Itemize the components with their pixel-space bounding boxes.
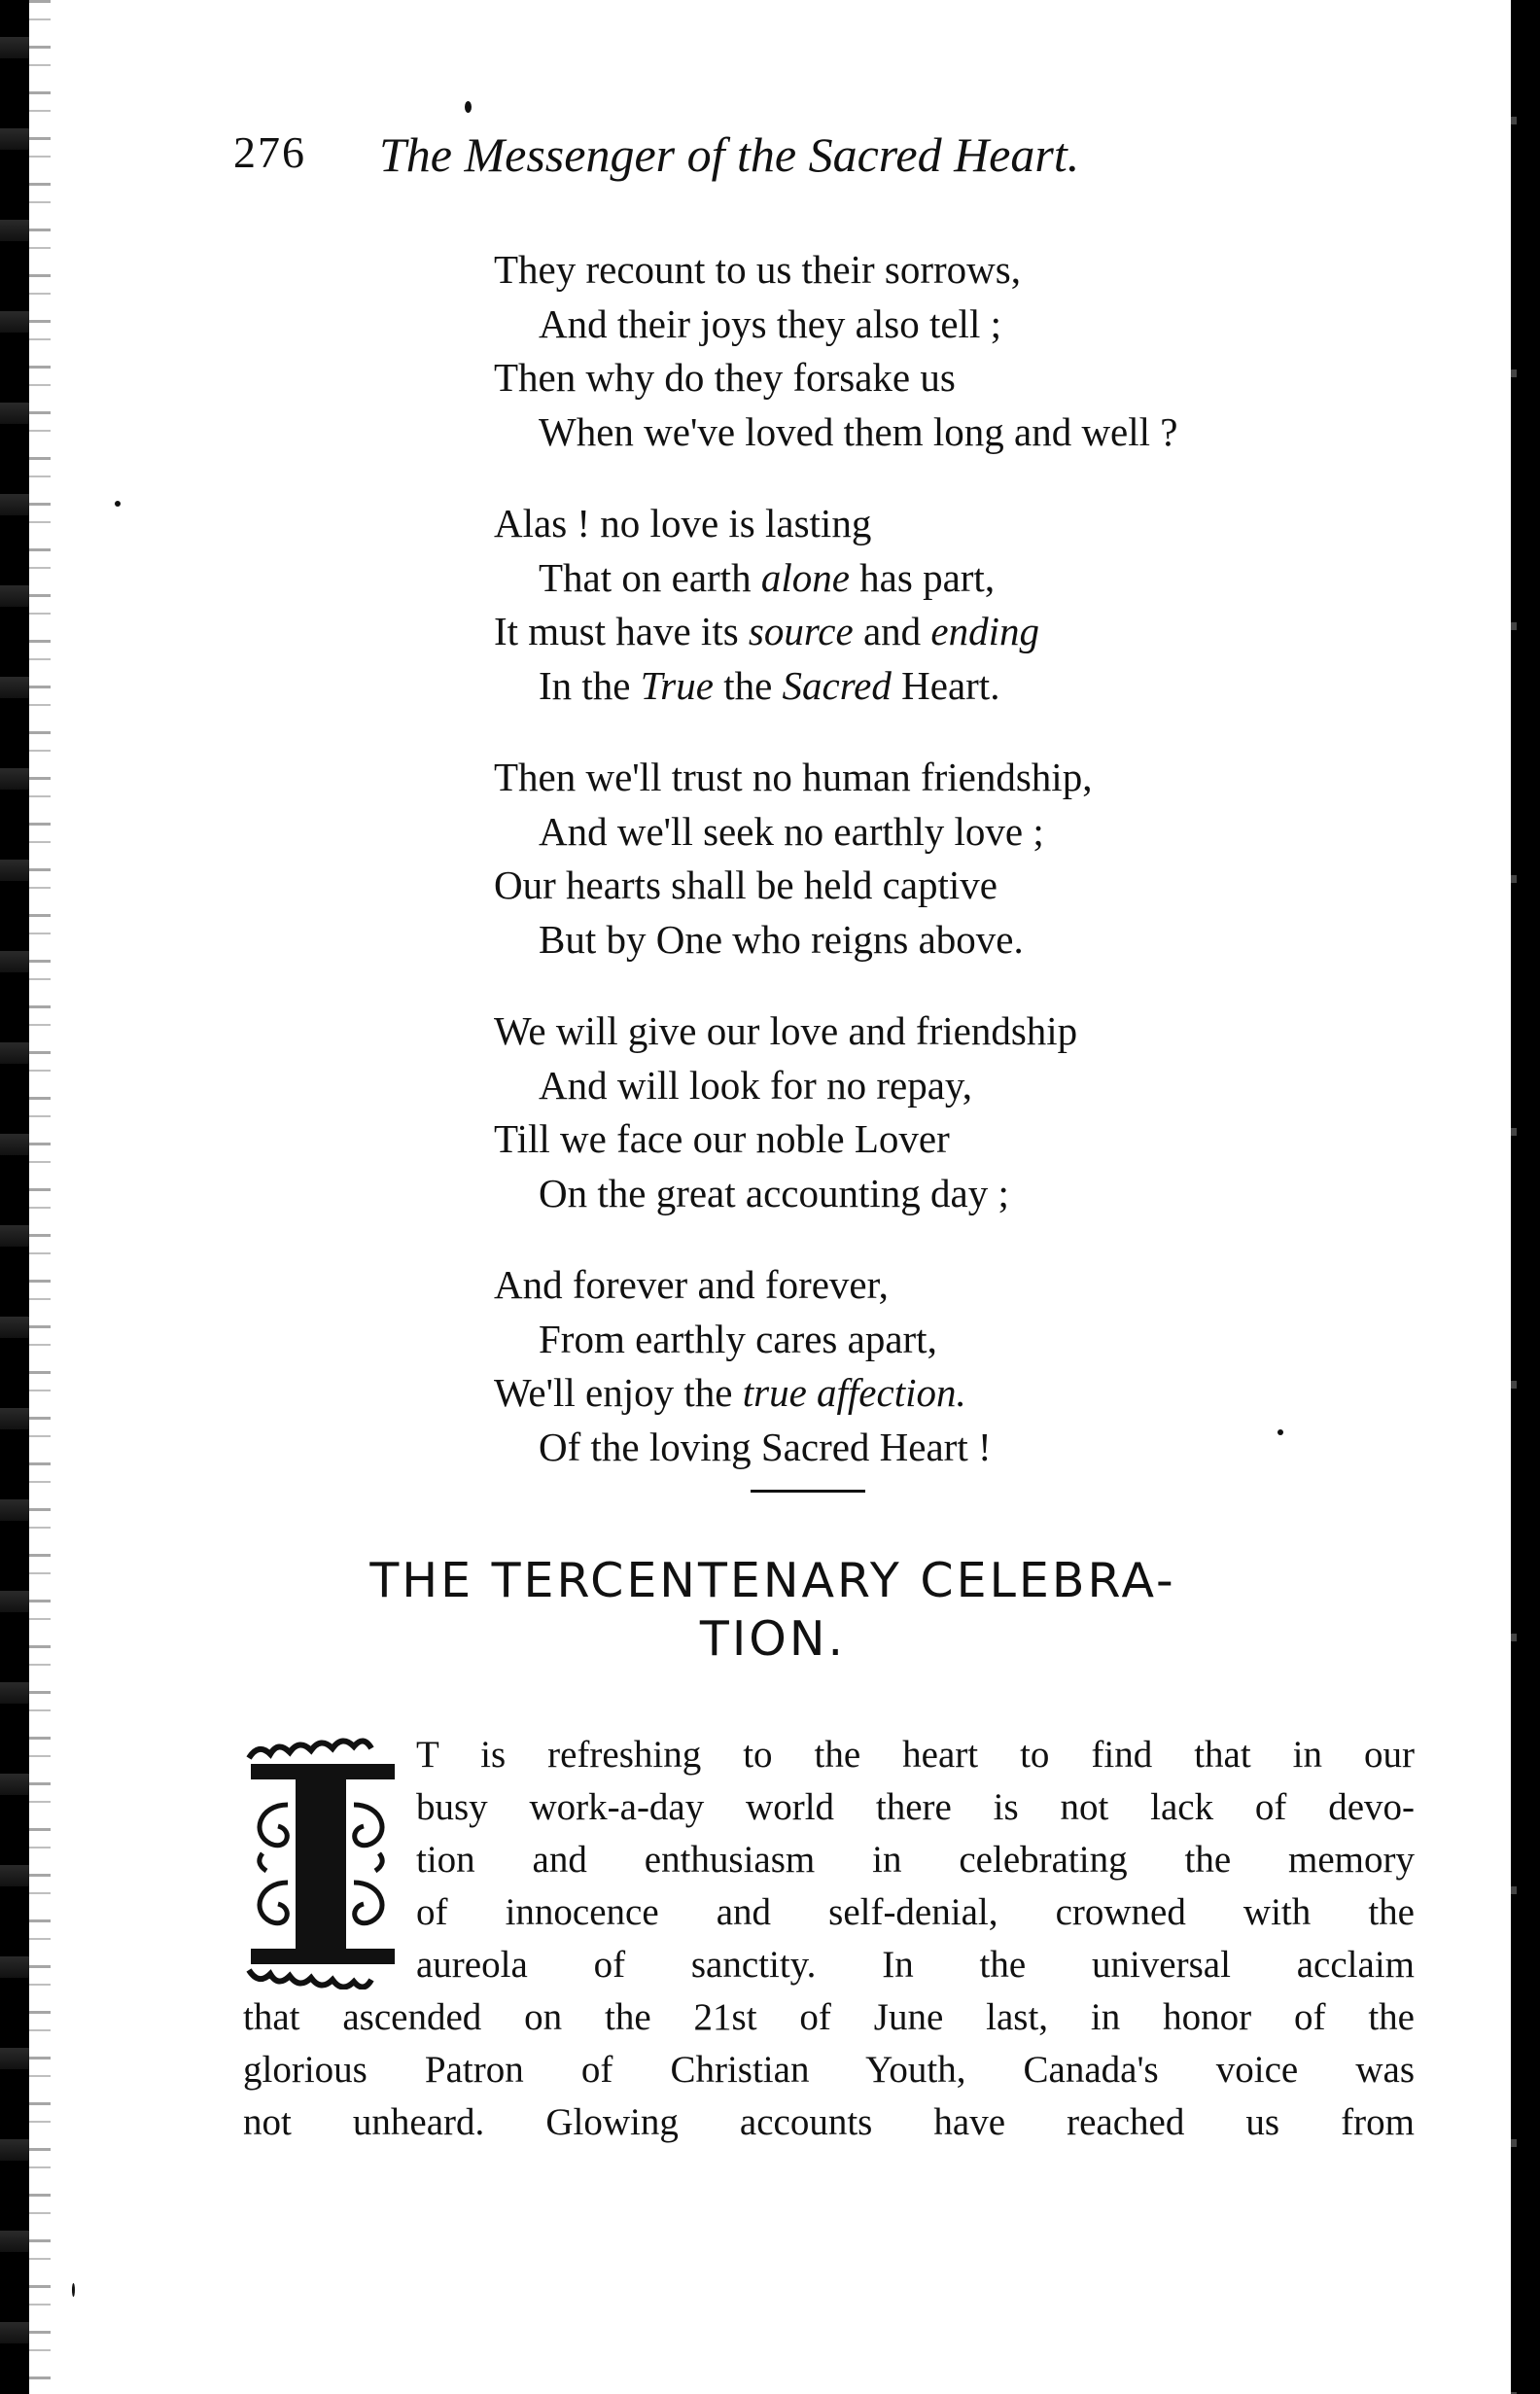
poem-text: Then we'll trust no human friendship, (494, 755, 1093, 799)
article-line: of innocence and self-denial, crowned with the (416, 1891, 1415, 1933)
poem-emphasis: True (640, 662, 714, 708)
article-line: glorious Patron of Christian Youth, Canada's voice was (243, 2049, 1415, 2091)
poem-text: Of the loving Sacred Heart ! (539, 1424, 992, 1469)
poem-line (494, 243, 1388, 298)
ornamental-dropcap-graphic (243, 1737, 399, 1989)
poem-text: They recount to us their sorrows, (494, 247, 1021, 292)
poem-line (494, 1258, 1388, 1313)
poem-text: the (713, 662, 783, 708)
print-speck (72, 2283, 75, 2297)
poem-text: Alas ! no love is lasting (494, 501, 872, 546)
poem-line (494, 1059, 1388, 1113)
poem-text: And forever and forever, (494, 1262, 889, 1307)
poem-text: Then why do they forsake us (494, 355, 956, 400)
poem-line (494, 551, 1388, 606)
poem-stanza (494, 751, 1388, 967)
page-binding-edge (0, 0, 29, 2394)
poem-stanza (494, 497, 1388, 713)
poem-line (494, 405, 1388, 460)
article-line: not unheard. Glowing accounts have reached us from (243, 2101, 1415, 2143)
poem-stanza (494, 1004, 1388, 1220)
poem-emphasis: source (748, 609, 854, 653)
poem (494, 243, 1388, 1512)
article-line: aureola of sanctity. In the universal acclaim (416, 1944, 1415, 1986)
print-speck (465, 101, 472, 113)
poem-line (494, 1167, 1388, 1221)
poem-line (494, 497, 1388, 551)
poem-emphasis: ending (930, 609, 1040, 653)
poem-text: And their joys they also tell ; (539, 300, 1001, 346)
poem-text: We will give our love and friendship (494, 1008, 1078, 1053)
poem-text: And we'll seek no earthly love ; (539, 808, 1044, 854)
poem-stanza (494, 243, 1388, 459)
section-heading (233, 1552, 1312, 1669)
poem-text: has part, (849, 554, 996, 600)
poem-text: In the (539, 662, 641, 708)
article-line: T is refreshing to the heart to find that in our (416, 1734, 1415, 1776)
poem-line (494, 298, 1388, 352)
poem-text: We'll enjoy the (494, 1370, 743, 1415)
poem-text: Our hearts shall be held captive (494, 863, 998, 907)
dropcap-letter: I (320, 1873, 322, 1874)
poem-text: and (853, 609, 931, 653)
poem-line (494, 1004, 1388, 1059)
poem-text: But by One who reigns above. (539, 916, 1024, 962)
poem-line (494, 805, 1388, 860)
poem-line (494, 605, 1388, 659)
poem-emphasis: true affection. (742, 1370, 966, 1415)
poem-emphasis: alone (760, 554, 850, 600)
poem-line (494, 659, 1388, 714)
poem-text: And will look for no repay, (539, 1062, 972, 1108)
page-right-edge (1517, 0, 1540, 2394)
page-number: 276 (233, 127, 306, 177)
poem-line (494, 1421, 1388, 1475)
article-line: busy work-a-day world there is not lack of devo- (416, 1786, 1415, 1828)
poem-text: It must have its (494, 609, 749, 653)
section-heading-line: THE TERCENTENARY CELEBRA- (369, 1553, 1176, 1608)
running-title: The Messenger of the Sacred Heart. (379, 127, 1080, 182)
print-speck (115, 501, 121, 507)
section-divider (751, 1490, 865, 1493)
poem-emphasis: Sacred (782, 662, 892, 708)
poem-line (494, 1366, 1388, 1421)
poem-text: From earthly cares apart, (539, 1316, 937, 1361)
article-line: that ascended on the 21st of June last, in honor of the (243, 1996, 1415, 2038)
poem-stanza (494, 1258, 1388, 1474)
article-line: tion and enthusiasm in celebrating the memory (416, 1839, 1415, 1881)
poem-text: That on earth (539, 554, 761, 600)
poem-line (494, 859, 1388, 913)
poem-line (494, 1313, 1388, 1367)
poem-line (494, 751, 1388, 805)
poem-text: Till we face our noble Lover (494, 1116, 950, 1161)
page-header (233, 126, 1312, 194)
poem-line (494, 1112, 1388, 1167)
poem-text: Heart. (891, 662, 1000, 708)
poem-line (494, 351, 1388, 405)
section-heading-line: TION. (699, 1611, 847, 1667)
poem-text: When we've loved them long and well ? (539, 408, 1178, 454)
poem-line (494, 913, 1388, 968)
ornamental-dropcap (243, 1737, 399, 1989)
page-right-edge-shadow (1511, 0, 1517, 2394)
poem-text: On the great accounting day ; (539, 1170, 1009, 1215)
